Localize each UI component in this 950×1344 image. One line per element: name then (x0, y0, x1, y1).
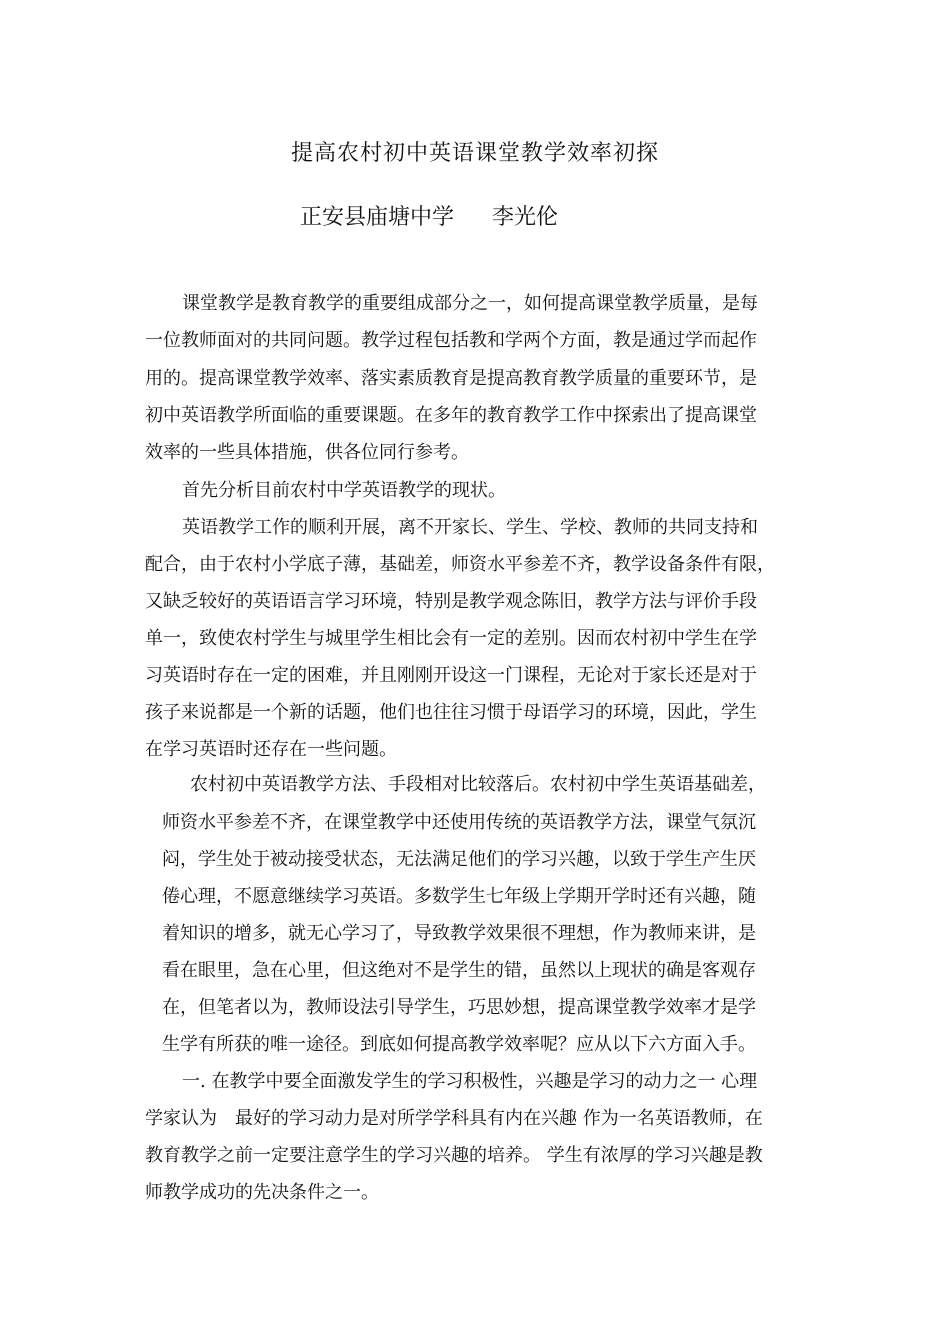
body-line: 学家认为 最好的学习动力是对所学学科具有内在兴趣 作为一名英语教师，在 (145, 1108, 763, 1129)
author-byline (300, 200, 558, 231)
body-line: 农村初中英语教学方法、手段相对比较落后。农村初中学生英语基础差， (190, 774, 766, 795)
body-line: 在，但笔者以为，教师设法引导学生，巧思妙想，提高课堂教学效率才是学 (162, 997, 756, 1018)
body-line: 一. 在教学中要全面激发学生的学习积极性，兴趣是学习的动力之一 心理 (182, 1071, 758, 1092)
author-name: 李光伦 (492, 205, 559, 230)
body-line: 教育教学之前一定要注意学生的学习兴趣的培养。 学生有浓厚的学习兴趣是教 (145, 1145, 763, 1166)
body-line: 着知识的增多，就无心学习了，导致教学效果很不理想，作为教师来讲，是 (162, 923, 756, 944)
body-line: 闷，学生处于被动接受状态，无法满足他们的学习兴趣，以致于学生产生厌 (162, 849, 756, 870)
body-line: 在学习英语时还存在一些问题。 (145, 739, 397, 760)
author-school: 正安县庙塘中学 (300, 205, 455, 230)
body-line: 倦心理，不愿意继续学习英语。多数学生七年级上学期开学时还有兴趣，随 (162, 886, 756, 907)
body-line: 又缺乏较好的英语语言学习环境，特别是教学观念陈旧，教学方法与评价手段 (145, 591, 757, 612)
body-line: 单一，致使农村学生与城里学生相比会有一定的差别。因而农村初中学生在学 (145, 628, 757, 649)
body-line: 孩子来说都是一个新的话题，他们也往往习惯于母语学习的环境，因此，学生 (145, 702, 757, 723)
body-line: 课堂教学是教育教学的重要组成部分之一，如何提高课堂教学质量，是每 (182, 293, 758, 314)
body-line: 生学有所获的唯一途径。到底如何提高教学效率呢？应从以下六方面入手。 (162, 1034, 756, 1055)
body-line: 用的。提高课堂教学效率、落实素质教育是提高教育教学质量的重要环节，是 (145, 368, 757, 389)
body-line: 首先分析目前农村中学英语教学的现状。 (182, 480, 506, 501)
body-line: 师资水平参差不齐，在课堂教学中还使用传统的英语教学方法，课堂气氛沉 (162, 812, 756, 833)
body-line: 一位教师面对的共同问题。教学过程包括教和学两个方面，教是通过学而起作 (145, 330, 757, 351)
body-line: 师教学成功的先决条件之一。 (145, 1182, 379, 1203)
body-line: 习英语时存在一定的困难，并且刚刚开设这一门课程，无论对于家长还是对于 (145, 665, 757, 686)
body-line: 配合，由于农村小学底子薄，基础差，师资水平参差不齐，教学设备条件有限， (145, 554, 775, 575)
body-line: 初中英语教学所面临的重要课题。在多年的教育教学工作中探索出了提高课堂 (145, 405, 757, 426)
body-line: 英语教学工作的顺利开展，离不开家长、学生、学校、教师的共同支持和 (182, 517, 758, 538)
body-line: 看在眼里，急在心里，但这绝对不是学生的错，虽然以上现状的确是客观存 (162, 960, 756, 981)
body-line: 效率的一些具体措施，供各位同行参考。 (145, 442, 469, 463)
document-title: 提高农村初中英语课堂教学效率初探 (290, 141, 659, 166)
